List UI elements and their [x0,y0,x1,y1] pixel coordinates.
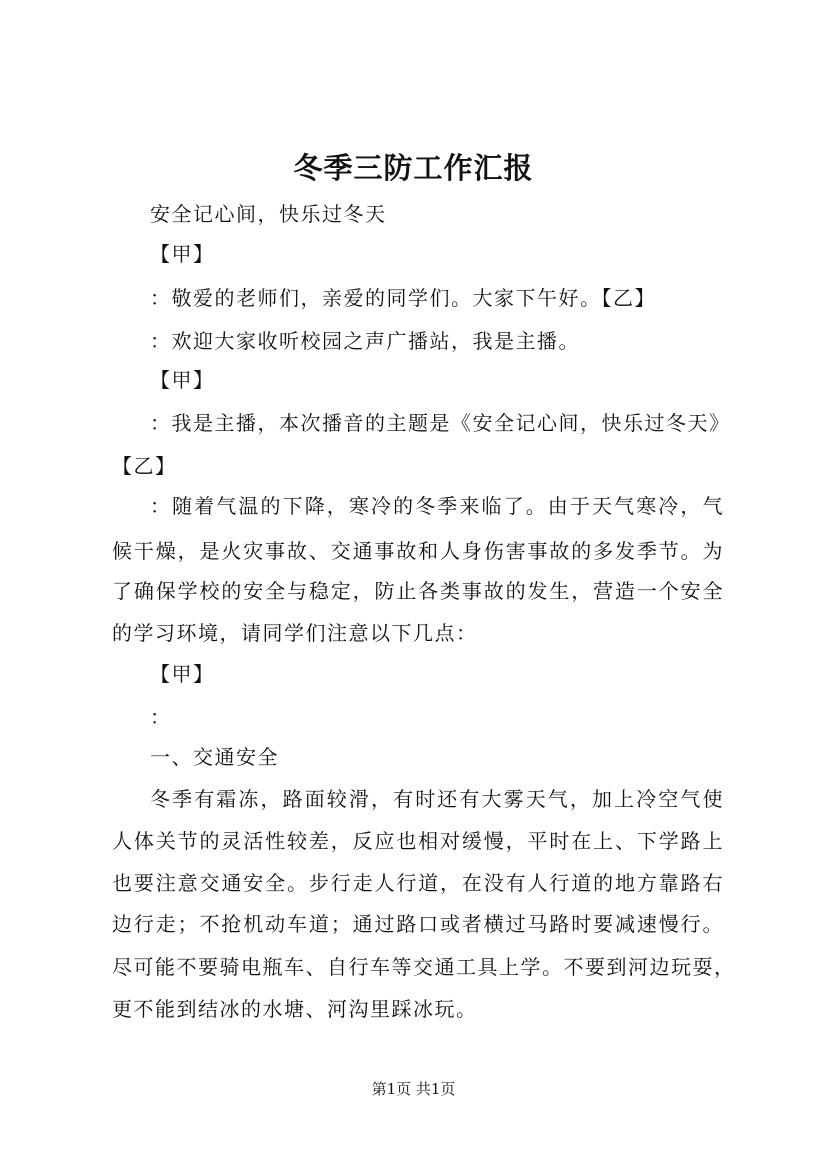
paragraph-line: ： [150,705,172,729]
paragraph-line: 人体关节的灵活性较差，反应也相对缓慢，平时在上、下学路上 [112,829,724,853]
speaker-tag: 【甲】 [150,368,215,392]
paragraph-line: 的学习环境，请同学们注意以下几点： [112,621,478,645]
paragraph-line: 候干燥，是火灾事故、交通事故和人身伤害事故的多发季节。为 [112,539,724,563]
paragraph-line: ：敬爱的老师们，亲爱的同学们。大家下午好。【乙】 [150,286,656,310]
paragraph-line: 安全记心间，快乐过冬天 [150,202,387,226]
paragraph-line: ：欢迎大家收听校园之声广播站，我是主播。 [150,329,580,353]
page-footer: 第1页 共1页 [371,1080,456,1098]
paragraph-line: 边行走；不抢机动车道；通过路口或者横过马路时要减速慢行。 [112,912,724,936]
document-title: 冬季三防工作汇报 [293,151,534,185]
speaker-tag: 【乙】 [112,454,177,478]
paragraph-line: ：我是主播，本次播音的主题是《安全记心间，快乐过冬天》 [150,411,731,435]
speaker-tag: 【甲】 [150,662,215,686]
paragraph-line: 更不能到结冰的水塘、河沟里踩冰玩。 [112,997,478,1021]
section-heading: 一、交通安全 [150,745,279,769]
paragraph-line: 也要注意交通安全。步行走人行道，在没有人行道的地方靠路右 [112,871,724,895]
paragraph-line: ：随着气温的下降，寒冷的冬季来临了。由于天气寒冷，气 [150,494,724,518]
paragraph-line: 了确保学校的安全与稳定，防止各类事故的发生，营造一个安全 [112,579,724,603]
speaker-tag: 【甲】 [150,242,215,266]
paragraph-line: 尽可能不要骑电瓶车、自行车等交通工具上学。不要到河边玩耍， [112,955,736,979]
paragraph-line: 冬季有霜冻，路面较滑，有时还有大雾天气，加上冷空气使 [150,787,724,811]
